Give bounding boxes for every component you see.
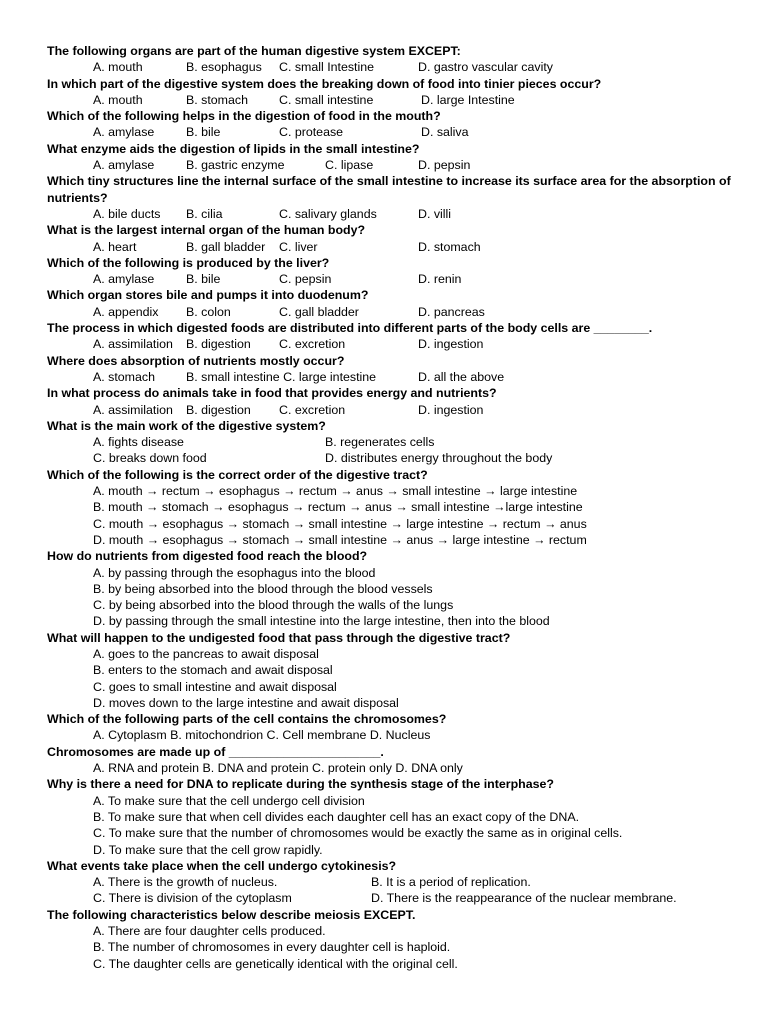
option: C. gall bladder: [279, 304, 359, 319]
option: A. bile ducts: [93, 206, 161, 221]
question-text: Which of the following is the correct order of the digestive tract?: [47, 467, 428, 482]
option: C. The daughter cells are genetically identical with the original cell.: [93, 956, 458, 971]
option: B. cilia: [186, 206, 223, 221]
option: B. bile: [186, 125, 221, 140]
option: C. excretion: [279, 402, 346, 417]
option: A. appendix: [93, 304, 159, 319]
option: B. bile: [186, 272, 221, 287]
option: B. The number of chromosomes in every daughter cell is haploid.: [93, 940, 451, 955]
option: A. goes to the pancreas to await disposal: [93, 646, 319, 661]
option: C. excretion: [279, 337, 346, 352]
options-row: [47, 59, 747, 75]
option: C. breaks down food: [93, 451, 207, 466]
options-row: [47, 890, 747, 906]
options-row: [47, 336, 747, 352]
option: A. assimilation: [93, 402, 173, 417]
options-row: [47, 206, 747, 222]
option: D. ingestion: [418, 337, 484, 352]
option: C. protease: [279, 125, 344, 140]
option: C. salivary glands: [279, 206, 377, 221]
option: D. all the above: [418, 369, 505, 384]
option: D. by passing through the small intestine into the large intestine, then into the blood: [93, 614, 550, 629]
options-row: [47, 92, 747, 108]
options-row: [47, 304, 747, 320]
option: C. mouth → esophagus → stomach → small intestine → large intestine → rectum → anus: [93, 516, 587, 531]
option: B. digestion: [186, 337, 251, 352]
option: C. goes to small intestine and await disposal: [93, 679, 337, 694]
question-text: How do nutrients from digested food reach the blood?: [47, 549, 368, 564]
option: A. There are four daughter cells produced.: [93, 924, 326, 939]
option: A. mouth: [93, 92, 143, 107]
option: B. gastric enzyme: [186, 158, 285, 173]
option: A. mouth: [93, 60, 143, 75]
option: D. gastro vascular cavity: [418, 60, 553, 75]
option: D. stomach: [418, 239, 481, 254]
question-text: What will happen to the undigested food that pass through the digestive tract?: [47, 630, 511, 645]
option: A. by passing through the esophagus into the blood: [93, 565, 376, 580]
options-row: [47, 124, 747, 140]
option: A. Cytoplasm B. mitochondrion C. Cell membrane D. Nucleus: [93, 728, 431, 743]
question-text: What is the main work of the digestive system?: [47, 418, 326, 433]
option: C. To make sure that the number of chromosomes would be exactly the same as in original cells.: [93, 826, 623, 841]
options-row: [47, 402, 747, 418]
option: A. mouth → rectum → esophagus → rectum → anus → small intestine → large intestine: [93, 484, 578, 499]
options-row: [47, 157, 747, 173]
options-row: [47, 450, 747, 466]
option: D. To make sure that the cell grow rapidly.: [93, 842, 323, 857]
option: D. villi: [418, 206, 452, 221]
question-text: The following organs are part of the human digestive system EXCEPT:: [47, 44, 461, 58]
option: A. To make sure that the cell undergo cell division: [93, 793, 365, 808]
option: D. large Intestine: [421, 92, 515, 107]
option: B. regenerates cells: [325, 435, 435, 450]
option: D. mouth → esophagus → stomach → small intestine → anus → large intestine → rectum: [93, 532, 587, 547]
option: A. heart: [93, 239, 137, 254]
option: B. gall bladder: [186, 239, 266, 254]
question-text: The following characteristics below describe meiosis EXCEPT.: [47, 907, 416, 922]
options-row: [47, 434, 747, 450]
option: C. small intestine: [279, 92, 374, 107]
option: B. stomach: [186, 92, 248, 107]
option: D. ingestion: [418, 402, 484, 417]
option: B. mouth → stomach → esophagus → rectum → anus → small intestine →large intestine: [93, 500, 583, 515]
question-text: What is the largest internal organ of the human body?: [47, 223, 366, 238]
option: B. enters to the stomach and await disposal: [93, 663, 333, 678]
option: D. saliva: [421, 125, 469, 140]
option: A. fights disease: [93, 435, 184, 450]
option: B. small intestine C. large intestine: [186, 369, 377, 384]
option: C. liver: [279, 239, 318, 254]
option: B. by being absorbed into the blood through the blood vessels: [93, 581, 433, 596]
question-text: In what process do animals take in food that provides energy and nutrients?: [47, 386, 497, 401]
option: A. stomach: [93, 369, 155, 384]
option: B. esophagus: [186, 60, 262, 75]
option: A. There is the growth of nucleus.: [93, 875, 278, 890]
option: C. small Intestine: [279, 60, 375, 75]
question-text: The process in which digested foods are distributed into different parts of the body cells are ________.: [47, 321, 653, 336]
question-text: Which tiny structures line the internal surface of the small intestine to increase its surface area for the absorption of nutrients?: [47, 174, 731, 205]
option: A. amylase: [93, 125, 155, 140]
question-text: Which of the following helps in the digestion of food in the mouth?: [47, 109, 441, 124]
question-text: Which of the following parts of the cell contains the chromosomes?: [47, 712, 447, 727]
question-text: What enzyme aids the digestion of lipids in the small intestine?: [47, 141, 420, 156]
question-text: In which part of the digestive system does the breaking down of food into tinier pieces occur?: [47, 76, 602, 91]
options-row: [47, 271, 747, 287]
quiz-document: [47, 43, 747, 972]
option: A. RNA and protein B. DNA and protein C. protein only D. DNA only: [93, 761, 463, 776]
option: C. pepsin: [279, 272, 332, 287]
option: D. pepsin: [418, 158, 471, 173]
question-text: Where does absorption of nutrients mostly occur?: [47, 353, 345, 368]
options-row: [47, 874, 747, 890]
option: A. amylase: [93, 158, 155, 173]
question-text: Why is there a need for DNA to replicate during the synthesis stage of the interphase?: [47, 777, 554, 792]
option: B. digestion: [186, 402, 251, 417]
option: C. There is division of the cytoplasm: [93, 891, 292, 906]
option: A. assimilation: [93, 337, 173, 352]
option: C. lipase: [325, 158, 374, 173]
options-row: [47, 239, 747, 255]
option: D. moves down to the large intestine and await disposal: [93, 695, 399, 710]
question-text: Which of the following is produced by the liver?: [47, 255, 330, 270]
question-text: What events take place when the cell undergo cytokinesis?: [47, 858, 397, 873]
option: B. colon: [186, 304, 231, 319]
option: D. renin: [418, 272, 462, 287]
question-text: Which organ stores bile and pumps it into duodenum?: [47, 288, 369, 303]
option: D. There is the reappearance of the nuclear membrane.: [371, 891, 677, 906]
option: C. by being absorbed into the blood through the walls of the lungs: [93, 598, 454, 613]
option: D. distributes energy throughout the body: [325, 451, 553, 466]
option: A. amylase: [93, 272, 155, 287]
option: B. To make sure that when cell divides each daughter cell has an exact copy of the DNA.: [93, 809, 580, 824]
option: D. pancreas: [418, 304, 485, 319]
option: B. It is a period of replication.: [371, 875, 531, 890]
options-row: [47, 369, 747, 385]
question-text: Chromosomes are made up of ______________________.: [47, 744, 384, 759]
